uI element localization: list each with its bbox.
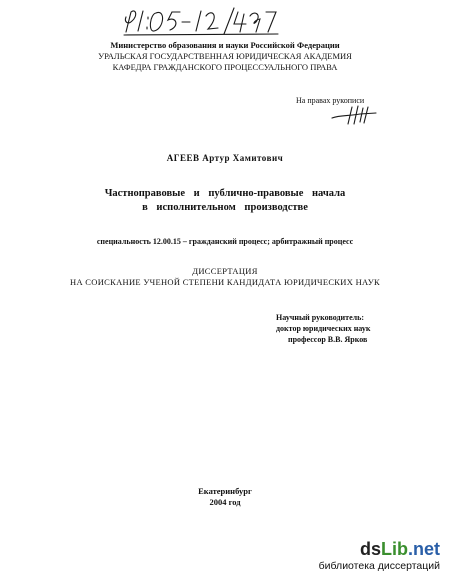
city: Екатеринбург	[198, 486, 252, 496]
manuscript-note: На правах рукописи	[296, 96, 365, 105]
supervisor-name: профессор В.В. Ярков	[288, 335, 368, 344]
title-line-2: в исполнительном производстве	[142, 202, 308, 213]
dissertation-label: ДИССЕРТАЦИЯ	[192, 266, 258, 276]
signature-mark	[330, 104, 380, 126]
academy-line: УРАЛЬСКАЯ ГОСУДАРСТВЕННАЯ ЮРИДИЧЕСКАЯ АКАДЕМИЯ	[98, 51, 352, 61]
specialty-line: специальность 12.00.15 – гражданский процесс; арбитражный процесс	[96, 237, 354, 246]
supervisor-degree: доктор юридических наук	[276, 324, 371, 333]
author-name: АГЕЕВ Артур Хамитович	[166, 153, 284, 163]
logo-net: .net	[407, 539, 440, 559]
degree-line: НА СОИСКАНИЕ УЧЕНОЙ СТЕПЕНИ КАНДИДАТА ЮРИДИЧЕСКИХ НАУК	[70, 277, 380, 287]
watermark	[319, 539, 440, 572]
watermark-logo	[319, 539, 440, 560]
logo-lib: Lib	[380, 539, 408, 559]
handwritten-archive-number	[120, 4, 280, 38]
year: 2004 год	[209, 497, 241, 507]
department-line: КАФЕДРА ГРАЖДАНСКОГО ПРОЦЕССУАЛЬНОГО ПРАВА	[112, 62, 338, 72]
watermark-subtitle: библиотека диссертаций	[318, 560, 440, 572]
title-line-1: Частноправовые и публично-правовые начала	[104, 188, 346, 199]
supervisor-label: Научный руководитель:	[276, 313, 364, 322]
logo-ds: ds	[359, 539, 381, 559]
ministry-line: Министерство образования и науки Российской Федерации	[110, 40, 340, 50]
